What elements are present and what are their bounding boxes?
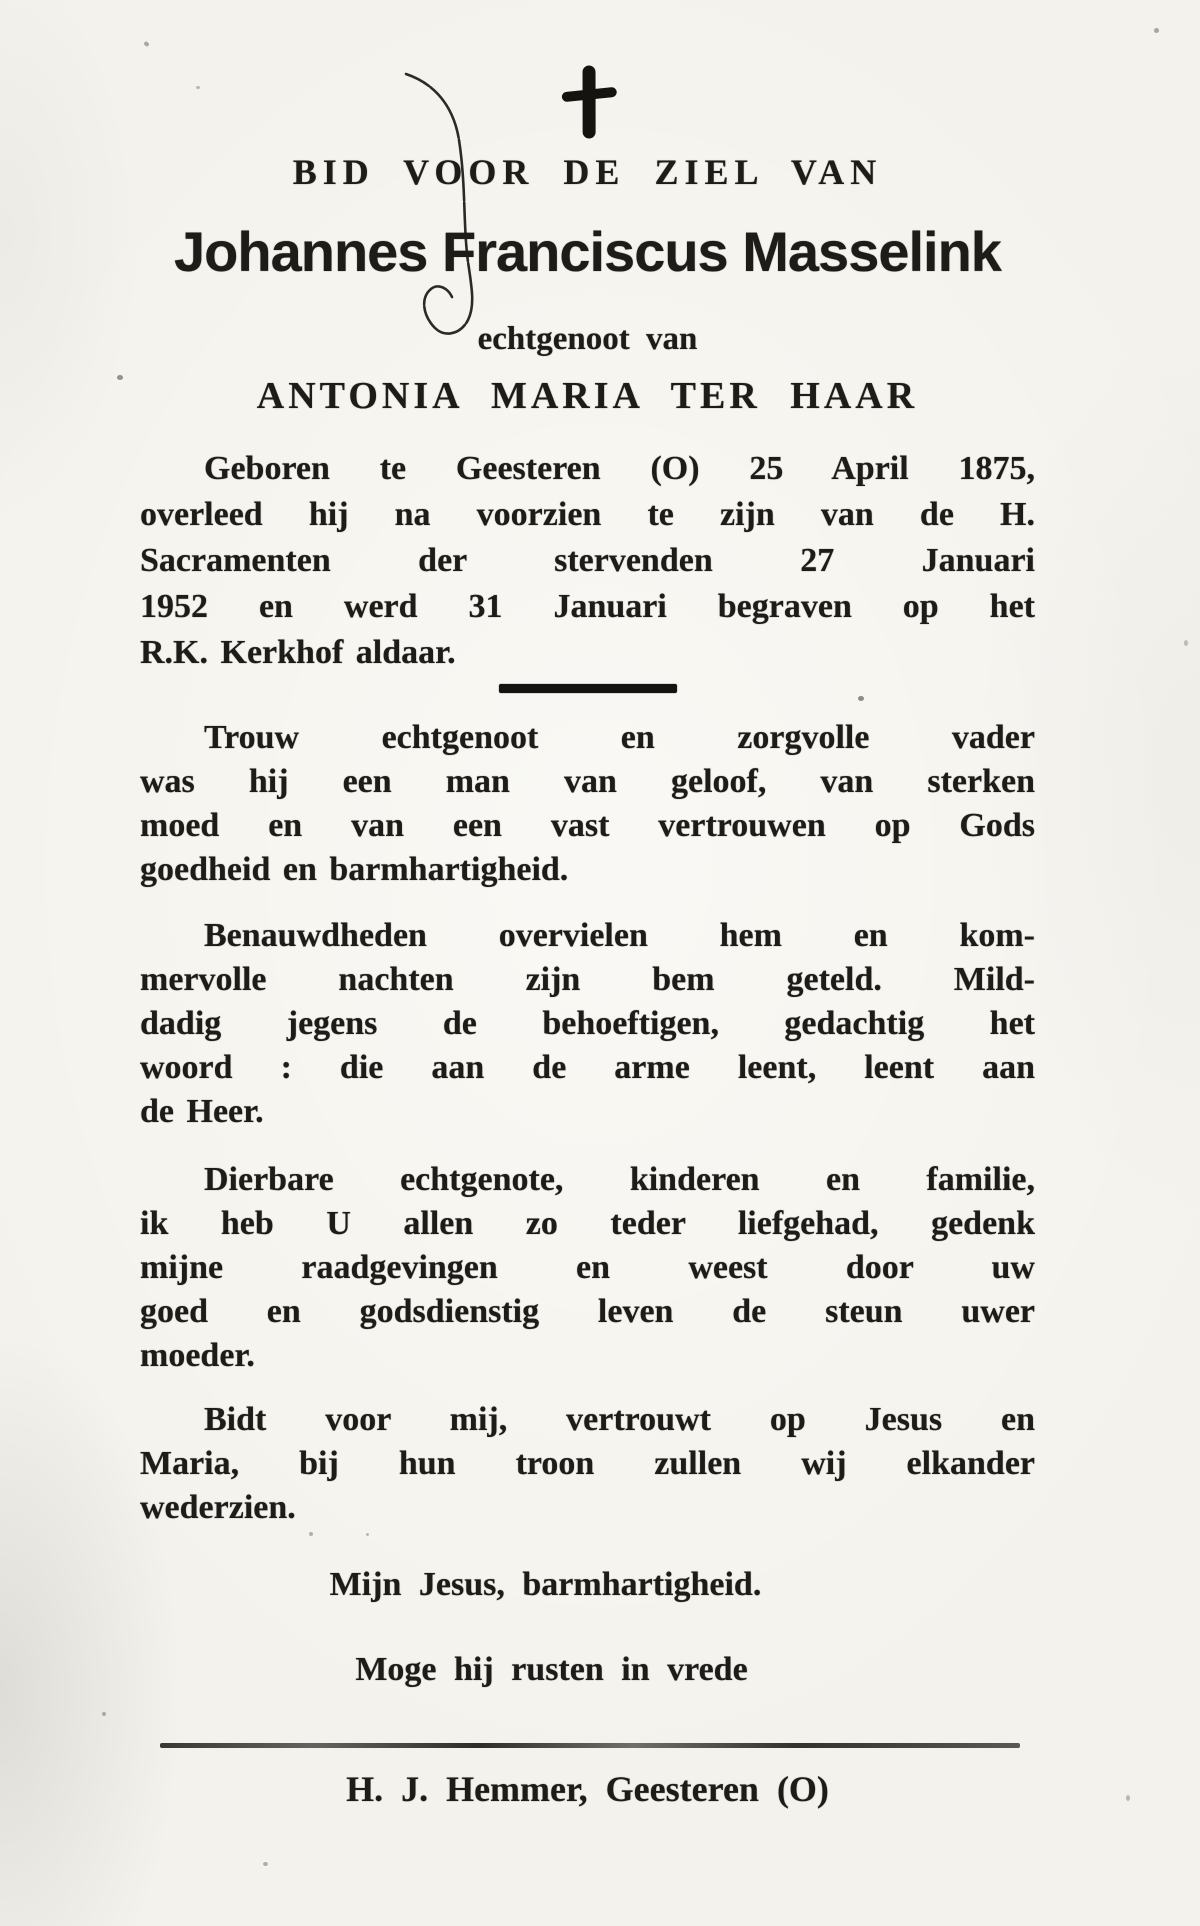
- paragraph-line: Dierbare echtgenote, kinderen en familie,: [204, 1161, 1035, 1198]
- spouse-name: ANTONIA MARIA TER HAAR: [256, 375, 919, 417]
- paper-speck: [143, 41, 149, 47]
- paragraph-line: Sacramenten der stervenden 27 Januari: [140, 542, 1035, 579]
- paragraph-line: Benauwdheden overvielen hem en kom-: [204, 917, 1035, 954]
- paper-speck: [102, 1712, 106, 1716]
- paper-speck: [117, 375, 123, 380]
- paragraph-line: de Heer.: [140, 1093, 264, 1130]
- paragraph-line: moeder.: [140, 1337, 255, 1374]
- birth-death-paragraph: [140, 446, 1035, 676]
- paragraph-line: Maria, bij hun troon zullen wij elkander: [140, 1445, 1035, 1482]
- paper-speck: [858, 696, 864, 701]
- paper-speck: [1184, 640, 1188, 646]
- section-divider-row: [140, 680, 1035, 698]
- paragraph-line: woord : die aan de arme leent, leent aan: [140, 1049, 1035, 1086]
- section-divider: [499, 684, 677, 693]
- header-invocation: BID VOOR DE ZIEL VAN: [292, 152, 883, 192]
- paragraph-line: dadig jegens de behoeftigen, gedachtig het: [140, 1005, 1035, 1042]
- paragraph-line: mijne raadgevingen en weest door uw: [140, 1249, 1035, 1286]
- publisher-line: H. J. Hemmer, Geesteren (O): [346, 1769, 829, 1809]
- paragraph-line: R.K. Kerkhof aldaar.: [140, 634, 456, 671]
- relation-label: echtgenoot van: [477, 321, 698, 357]
- paper-speck: [366, 1533, 369, 1536]
- paragraph-line: mervolle nachten zijn bem geteld. Mild-: [140, 961, 1035, 998]
- paragraph-line: overleed hij na voorzien te zijn van de H.: [140, 496, 1035, 533]
- cross-icon: [552, 58, 632, 148]
- paragraph-line: goedheid en barmhartigheid.: [140, 851, 569, 888]
- paragraph-line: Trouw echtgenoot en zorgvolle vader: [204, 719, 1035, 756]
- paragraph-line: goed en godsdienstig leven de steun uwer: [140, 1293, 1035, 1330]
- paragraph-line: moed en van een vast vertrouwen op Gods: [140, 807, 1035, 844]
- eulogy-paragraph-2: [140, 914, 1035, 1134]
- paragraph-line: was hij een man van geloof, van sterken: [140, 763, 1035, 800]
- paper-speck: [263, 1862, 268, 1866]
- paper-speck: [1126, 1795, 1130, 1801]
- paragraph-line: Geboren te Geesteren (O) 25 April 1875,: [204, 450, 1035, 487]
- deceased-name: Johannes Franciscus Masselink: [174, 220, 1001, 283]
- pen-scribble-mark: [360, 55, 530, 355]
- footer-rule: [160, 1743, 1020, 1748]
- farewell-paragraph: [140, 1158, 1035, 1378]
- eulogy-paragraph-1: [140, 716, 1035, 892]
- paragraph-line: wederzien.: [140, 1489, 296, 1526]
- prayer-line-mercy: Mijn Jesus, barmhartigheid.: [329, 1566, 762, 1603]
- prayer-line-rest: Moge hij rusten in vrede: [355, 1651, 748, 1688]
- paragraph-line: 1952 en werd 31 Januari begraven op het: [140, 588, 1035, 625]
- paragraph-line: Bidt voor mij, vertrouwt op Jesus en: [204, 1401, 1035, 1438]
- prayer-request-paragraph: [140, 1398, 1035, 1530]
- paper-speck: [196, 86, 200, 89]
- paragraph-line: ik heb U allen zo teder liefgehad, gedenk: [140, 1205, 1035, 1242]
- paper-speck: [1154, 28, 1159, 33]
- paper-speck: [309, 1532, 313, 1536]
